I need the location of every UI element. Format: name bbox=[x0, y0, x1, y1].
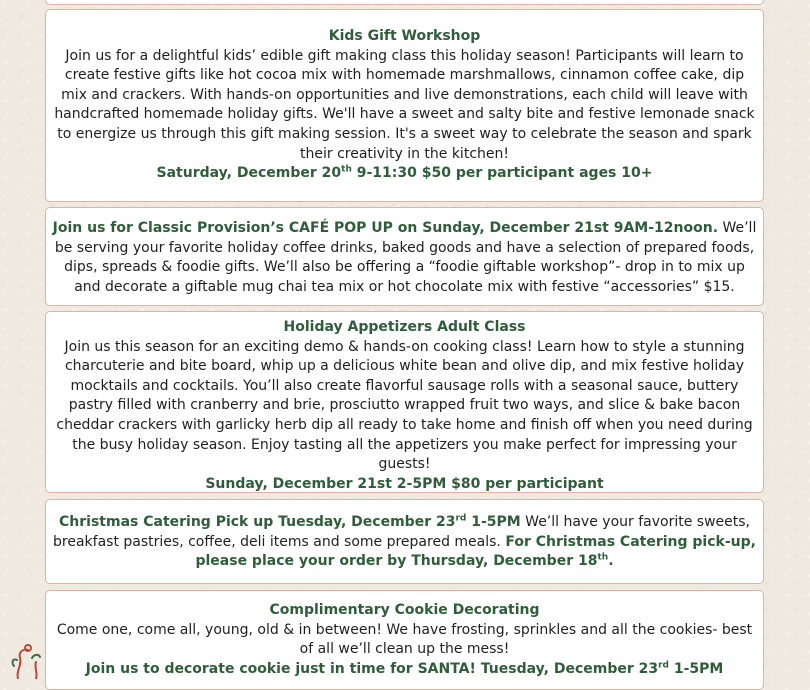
kids-date-details: 9-11:30 $50 per participant ages 10+ bbox=[351, 165, 653, 182]
holly-sprig-icon bbox=[8, 640, 48, 679]
kids-workshop-date bbox=[52, 164, 757, 184]
cookie-decorating-date bbox=[52, 660, 757, 680]
cookie-date-suffix: rd bbox=[658, 660, 669, 671]
cookie-date-time: 1-5PM bbox=[669, 660, 724, 677]
kids-gift-workshop-card bbox=[45, 9, 764, 202]
cafe-pop-up-description: We’ll be serving your favorite holiday coffee drinks, baked goods and have a selection of prepared foods, dips, spreads & foodie gifts. We’ll also be offering a “foodie giftable workshop”- drop in to mix up and decorate a giftable mug chai tea mix or hot chocolate mix with festive “accessories” $15. bbox=[54, 220, 757, 295]
catering-order-suffix: th bbox=[597, 552, 609, 563]
catering-date-suffix: rd bbox=[455, 513, 467, 524]
holiday-appetizers-description: Join us this season for an exciting demo & hands-on cooking class! Learn how to style a stunning charcuterie and bite board, whip up a delicious white bean and olive dip, and mix festive holiday mocktails and cocktails. You’ll also create flavorful sausage rolls with a seasonal sauce, buttery pastry filled with cranberry and brie, prosciutto wrapped fruit two ways, and slice & bake bacon cheddar crackers with garlicky herb dip all ready to take home and finish off when you need during the busy holiday season. Enjoy tasting all the appetizers you make perfect for impressing your guests! bbox=[56, 338, 753, 473]
catering-headline bbox=[59, 514, 521, 530]
cookie-decorating-card bbox=[45, 590, 764, 690]
cookie-date-text: Join us to decorate cookie just in time for SANTA! Tuesday, December 23 bbox=[85, 660, 659, 677]
kids-date-suffix: th bbox=[341, 164, 352, 175]
kids-date-text: Saturday, December 20 bbox=[156, 165, 342, 182]
kids-workshop-title: Kids Gift Workshop bbox=[328, 28, 481, 44]
cafe-pop-up-card bbox=[45, 207, 764, 306]
cafe-pop-up-headline: Join us for Classic Provision’s CAFÉ POP UP on Sunday, December 21st 9AM-12noon. bbox=[52, 220, 719, 236]
holiday-appetizers-title: Holiday Appetizers Adult Class bbox=[283, 319, 526, 335]
holiday-appetizers-card bbox=[45, 311, 764, 493]
christmas-catering-card bbox=[45, 499, 764, 584]
catering-order-text: For Christmas Catering pick-up, please place your order by Thursday, December 18 bbox=[195, 533, 756, 570]
catering-description: We’ll have your favorite sweets, breakfast pastries, coffee, deli items and some prepared meals. bbox=[53, 514, 750, 550]
kids-workshop-description: Join us for a delightful kids’ edible gift making class this holiday season! Participants will learn to create festive gifts like hot cocoa mix with homemade marshmallows, cinnamon coffee cake, dip mix and crackers. With hands-on opportunities and live demonstrations, each child will leave with handcrafted homemade holiday gifts. We'll have a sweet and salty bite and festive lemonade snack to energize us through this gift making session. It's a sweet way to celebrate the season and spark their creativity in the kitchen! bbox=[54, 47, 755, 162]
holiday-appetizers-date: Sunday, December 21st 2-5PM $80 per participant bbox=[205, 475, 604, 492]
catering-date-text: Christmas Catering Pick up Tuesday, December 23 bbox=[59, 514, 456, 530]
catering-time: 1-5PM bbox=[466, 514, 521, 530]
cookie-decorating-description: Come one, come all, young, old & in between! We have frosting, sprinkles and all the cookies- best of all we’ll clean up the mess! bbox=[56, 621, 753, 658]
previous-event-card bbox=[45, 0, 764, 5]
catering-order-end: . bbox=[608, 553, 614, 570]
cookie-decorating-title: Complimentary Cookie Decorating bbox=[269, 602, 540, 618]
